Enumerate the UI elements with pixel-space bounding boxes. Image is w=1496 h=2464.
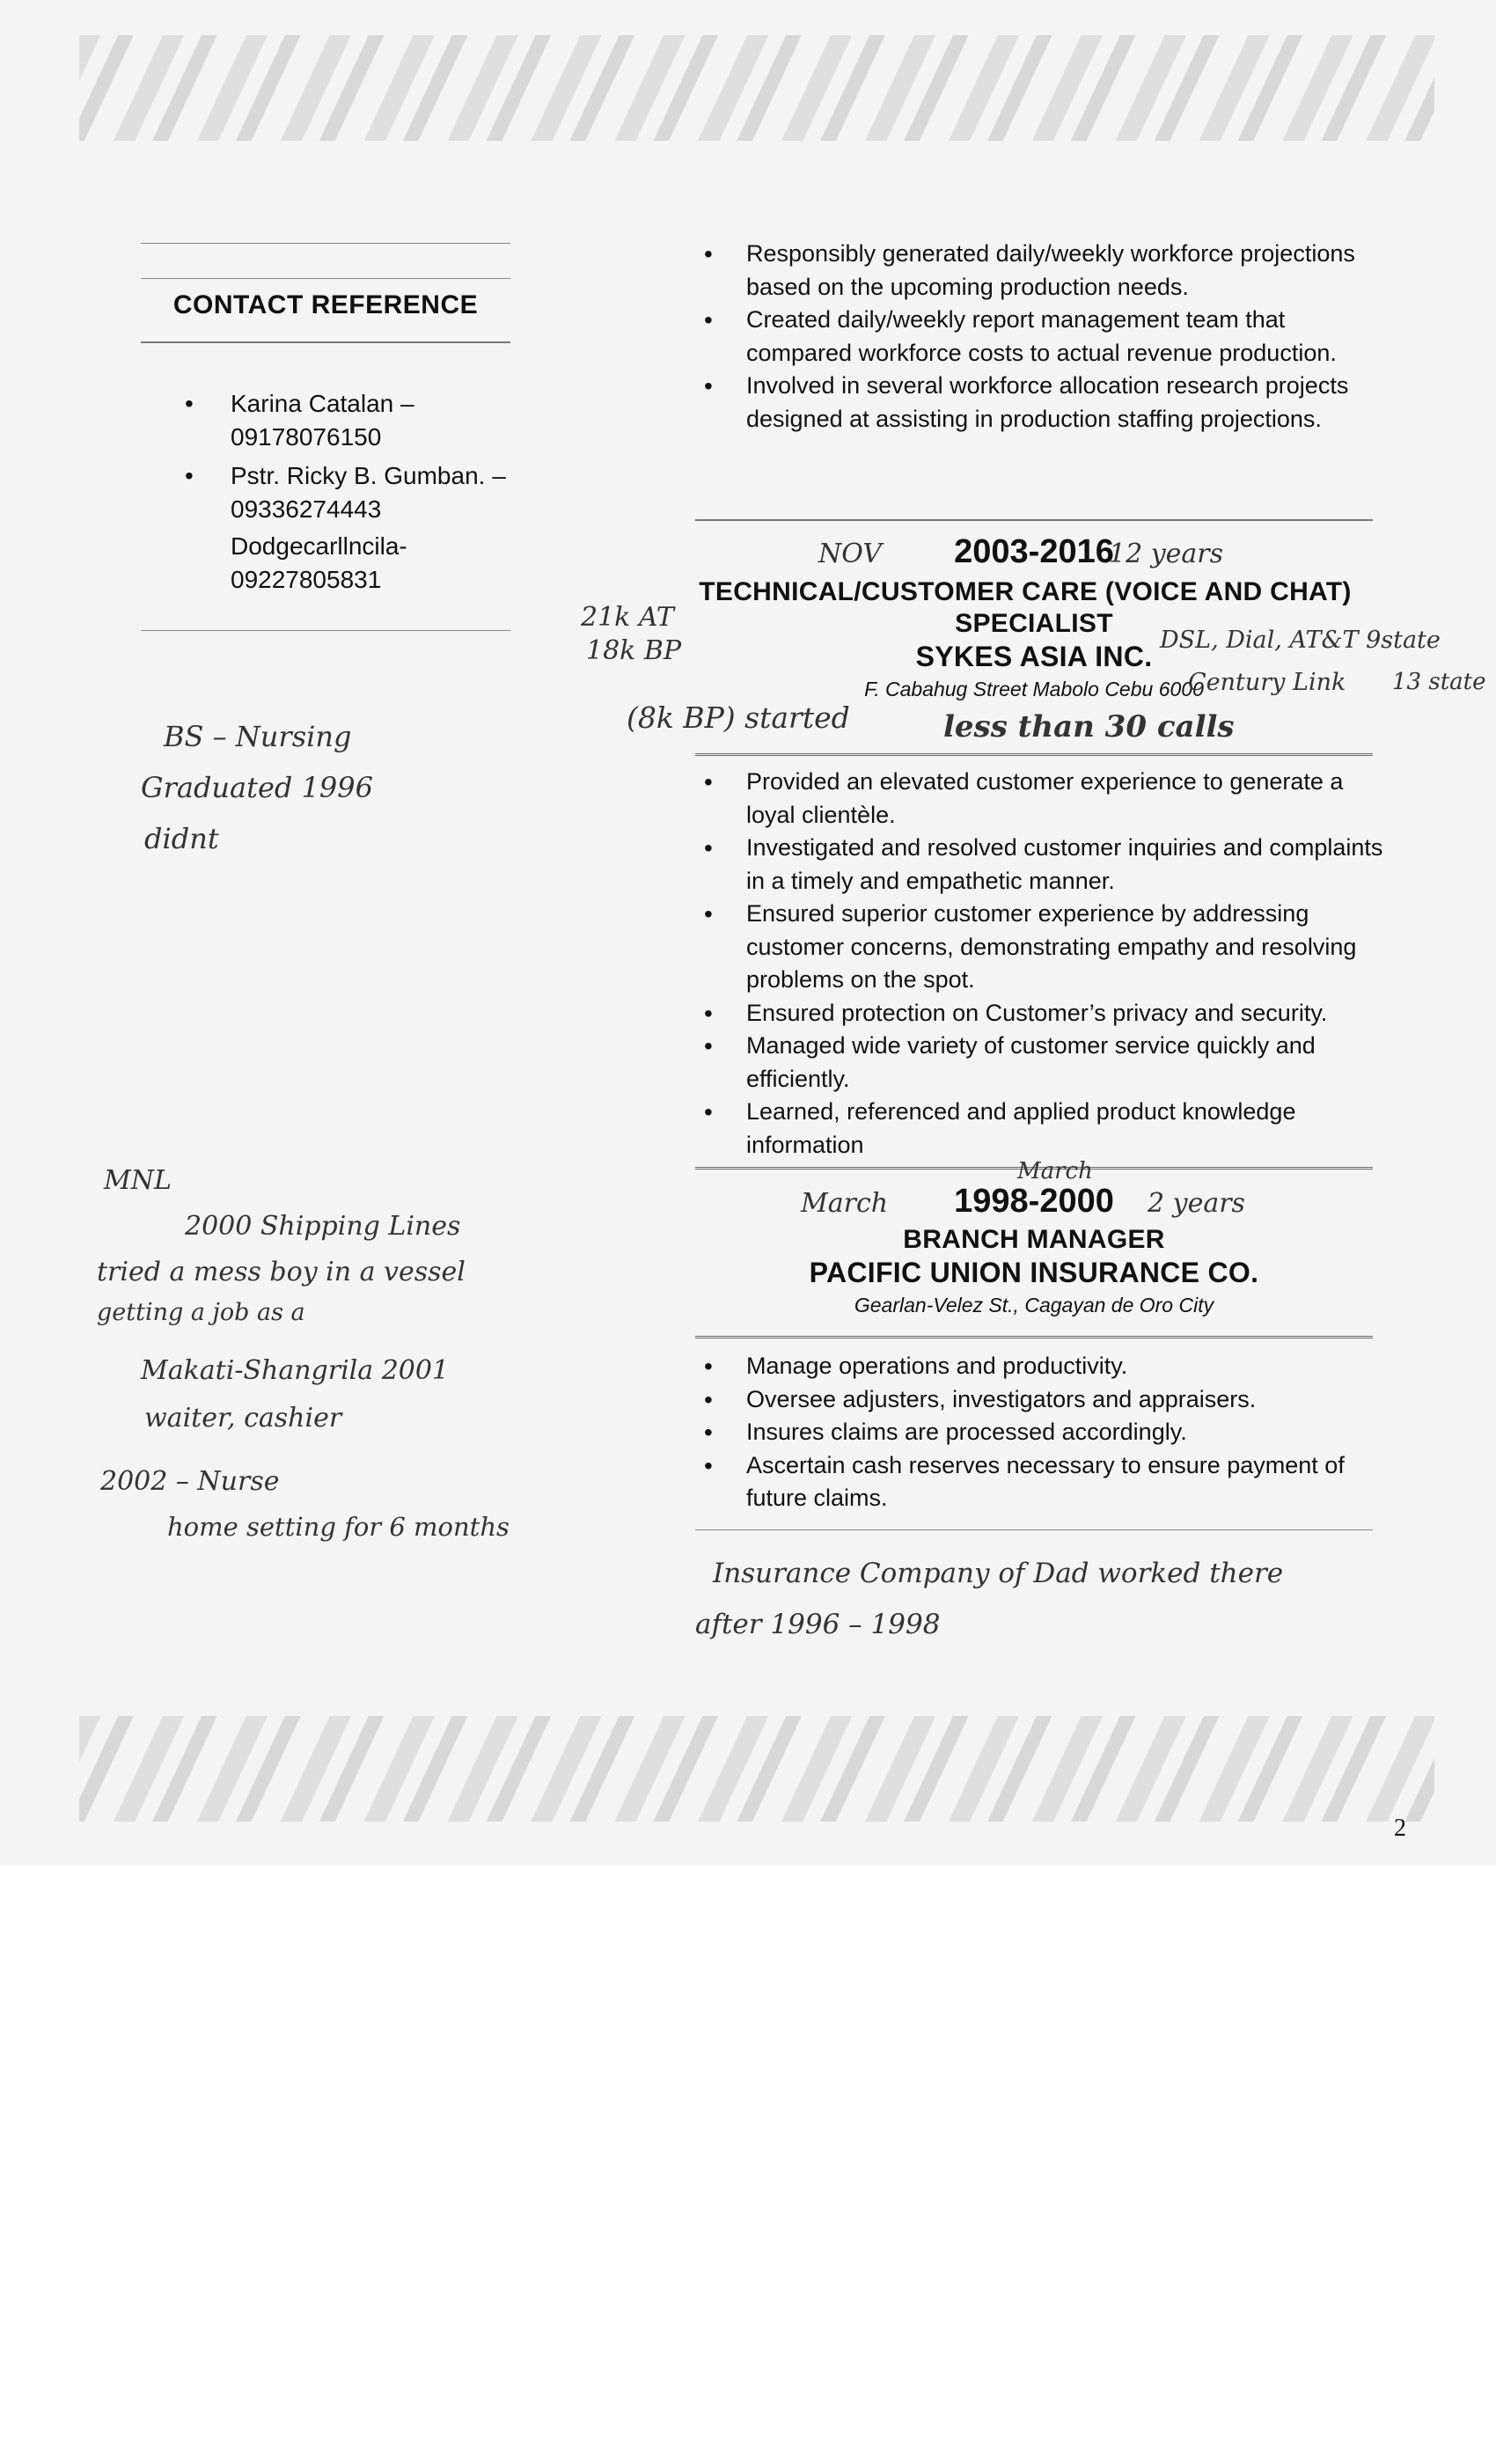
bullet: • Investigated and resolved customer inquiries and complaints in a timely and empathetic manner. bbox=[704, 832, 1390, 898]
reference-item: • Pstr. Ricky B. Gumban. – 09336274443 bbox=[185, 459, 554, 526]
handwritten-note: 21k AT bbox=[581, 602, 674, 633]
bullet: • Ensured protection on Customer’s privacy and security. bbox=[704, 997, 1390, 1030]
job1-title-line2: SPECIALIST bbox=[955, 609, 1113, 638]
handwritten-note: Insurance Company of Dad worked there bbox=[713, 1558, 1284, 1589]
divider bbox=[141, 243, 510, 244]
handwritten-note: 18k BP bbox=[586, 635, 682, 666]
bullet: • Insures claims are processed accordingly. bbox=[704, 1416, 1390, 1449]
reference-extra bbox=[231, 530, 583, 597]
bullet: • Created daily/weekly report management team that compared workforce costs to actual revenue production. bbox=[704, 304, 1390, 370]
handwritten-note: March bbox=[801, 1188, 889, 1219]
bullet: • Managed wide variety of customer service quickly and efficiently. bbox=[704, 1030, 1390, 1096]
job2-title: BRANCH MANAGER bbox=[903, 1225, 1165, 1254]
divider bbox=[695, 519, 1373, 521]
job1-company: SYKES ASIA INC. bbox=[915, 641, 1153, 672]
bullet: • Learned, referenced and applied product knowledge information bbox=[704, 1096, 1390, 1162]
job2-bullets bbox=[704, 1350, 1390, 1515]
bullet: • Ensured superior customer experience by addressing customer concerns, demonstrating empathy and resolving problems on the spot. bbox=[704, 898, 1390, 997]
job2-address: Gearlan-Velez St., Cagayan de Oro City bbox=[854, 1294, 1214, 1316]
divider bbox=[141, 630, 510, 631]
handwritten-note: 13 state bbox=[1392, 669, 1486, 695]
scan-artifact-bottom bbox=[79, 1716, 1434, 1822]
handwritten-note: getting a job as a bbox=[97, 1299, 305, 1326]
divider bbox=[695, 753, 1373, 756]
job1-years: 2003-2016 bbox=[954, 533, 1114, 570]
handwritten-note: home setting for 6 months bbox=[167, 1512, 510, 1542]
divider bbox=[695, 1336, 1373, 1338]
handwritten-note: less than 30 calls bbox=[943, 709, 1235, 744]
contact-reference-heading: CONTACT REFERENCE bbox=[172, 290, 479, 319]
handwritten-note: Makati-Shangrila 2001 bbox=[141, 1355, 450, 1386]
bullet: • Provided an elevated customer experience to generate a loyal clientèle. bbox=[704, 766, 1390, 832]
job1-bullets bbox=[704, 766, 1390, 1162]
job1-title-line1: TECHNICAL/CUSTOMER CARE (VOICE AND CHAT) bbox=[699, 577, 1352, 606]
bullet: • Manage operations and productivity. bbox=[704, 1350, 1390, 1383]
divider bbox=[141, 341, 510, 343]
handwritten-note: tried a mess boy in a vessel bbox=[97, 1257, 466, 1287]
handwritten-note: 12 years bbox=[1109, 539, 1224, 569]
scan-artifact-top bbox=[79, 35, 1434, 141]
handwritten-note: after 1996 – 1998 bbox=[695, 1609, 941, 1640]
divider bbox=[695, 1529, 1373, 1530]
bullet: • Responsibly generated daily/weekly workforce projections based on the upcoming production needs. bbox=[704, 238, 1390, 304]
job-previous-bullets bbox=[704, 238, 1390, 436]
bullet: • Oversee adjusters, investigators and appraisers. bbox=[704, 1383, 1390, 1417]
handwritten-note: 2002 – Nurse bbox=[100, 1466, 280, 1497]
reference-extra-phone: 09227805831 bbox=[231, 566, 382, 593]
handwritten-note: 2000 Shipping Lines bbox=[185, 1211, 461, 1242]
handwritten-note: didnt bbox=[144, 822, 219, 855]
handwritten-note: waiter, cashier bbox=[144, 1403, 342, 1434]
handwritten-note: (8k BP) started bbox=[627, 700, 850, 735]
page-number: 2 bbox=[1394, 1815, 1406, 1842]
bullet: • Involved in several workforce allocation research projects designed at assisting in production staffing projections. bbox=[704, 370, 1390, 436]
handwritten-note: 2 years bbox=[1148, 1188, 1245, 1219]
divider bbox=[141, 278, 510, 279]
job2-years: 1998-2000 bbox=[954, 1183, 1114, 1220]
reference-item: • Karina Catalan – 09178076150 bbox=[185, 387, 554, 454]
handwritten-note: Graduated 1996 bbox=[141, 771, 373, 804]
bullet: • Ascertain cash reserves necessary to ensure payment of future claims. bbox=[704, 1449, 1390, 1515]
job1-address: F. Cabahug Street Mabolo Cebu 6000 bbox=[864, 678, 1204, 700]
handwritten-note: DSL, Dial, AT&T 9state bbox=[1160, 627, 1441, 654]
handwritten-note: March bbox=[1017, 1158, 1093, 1184]
reference-extra-name: Dodgecarllncila- bbox=[231, 532, 407, 560]
job2-company: PACIFIC UNION INSURANCE CO. bbox=[809, 1257, 1259, 1288]
handwritten-note: MNL bbox=[104, 1165, 172, 1196]
handwritten-note: Century Link bbox=[1188, 669, 1346, 696]
handwritten-note: BS – Nursing bbox=[164, 720, 352, 753]
contact-reference-list bbox=[185, 387, 554, 532]
handwritten-note: NOV bbox=[818, 539, 882, 569]
